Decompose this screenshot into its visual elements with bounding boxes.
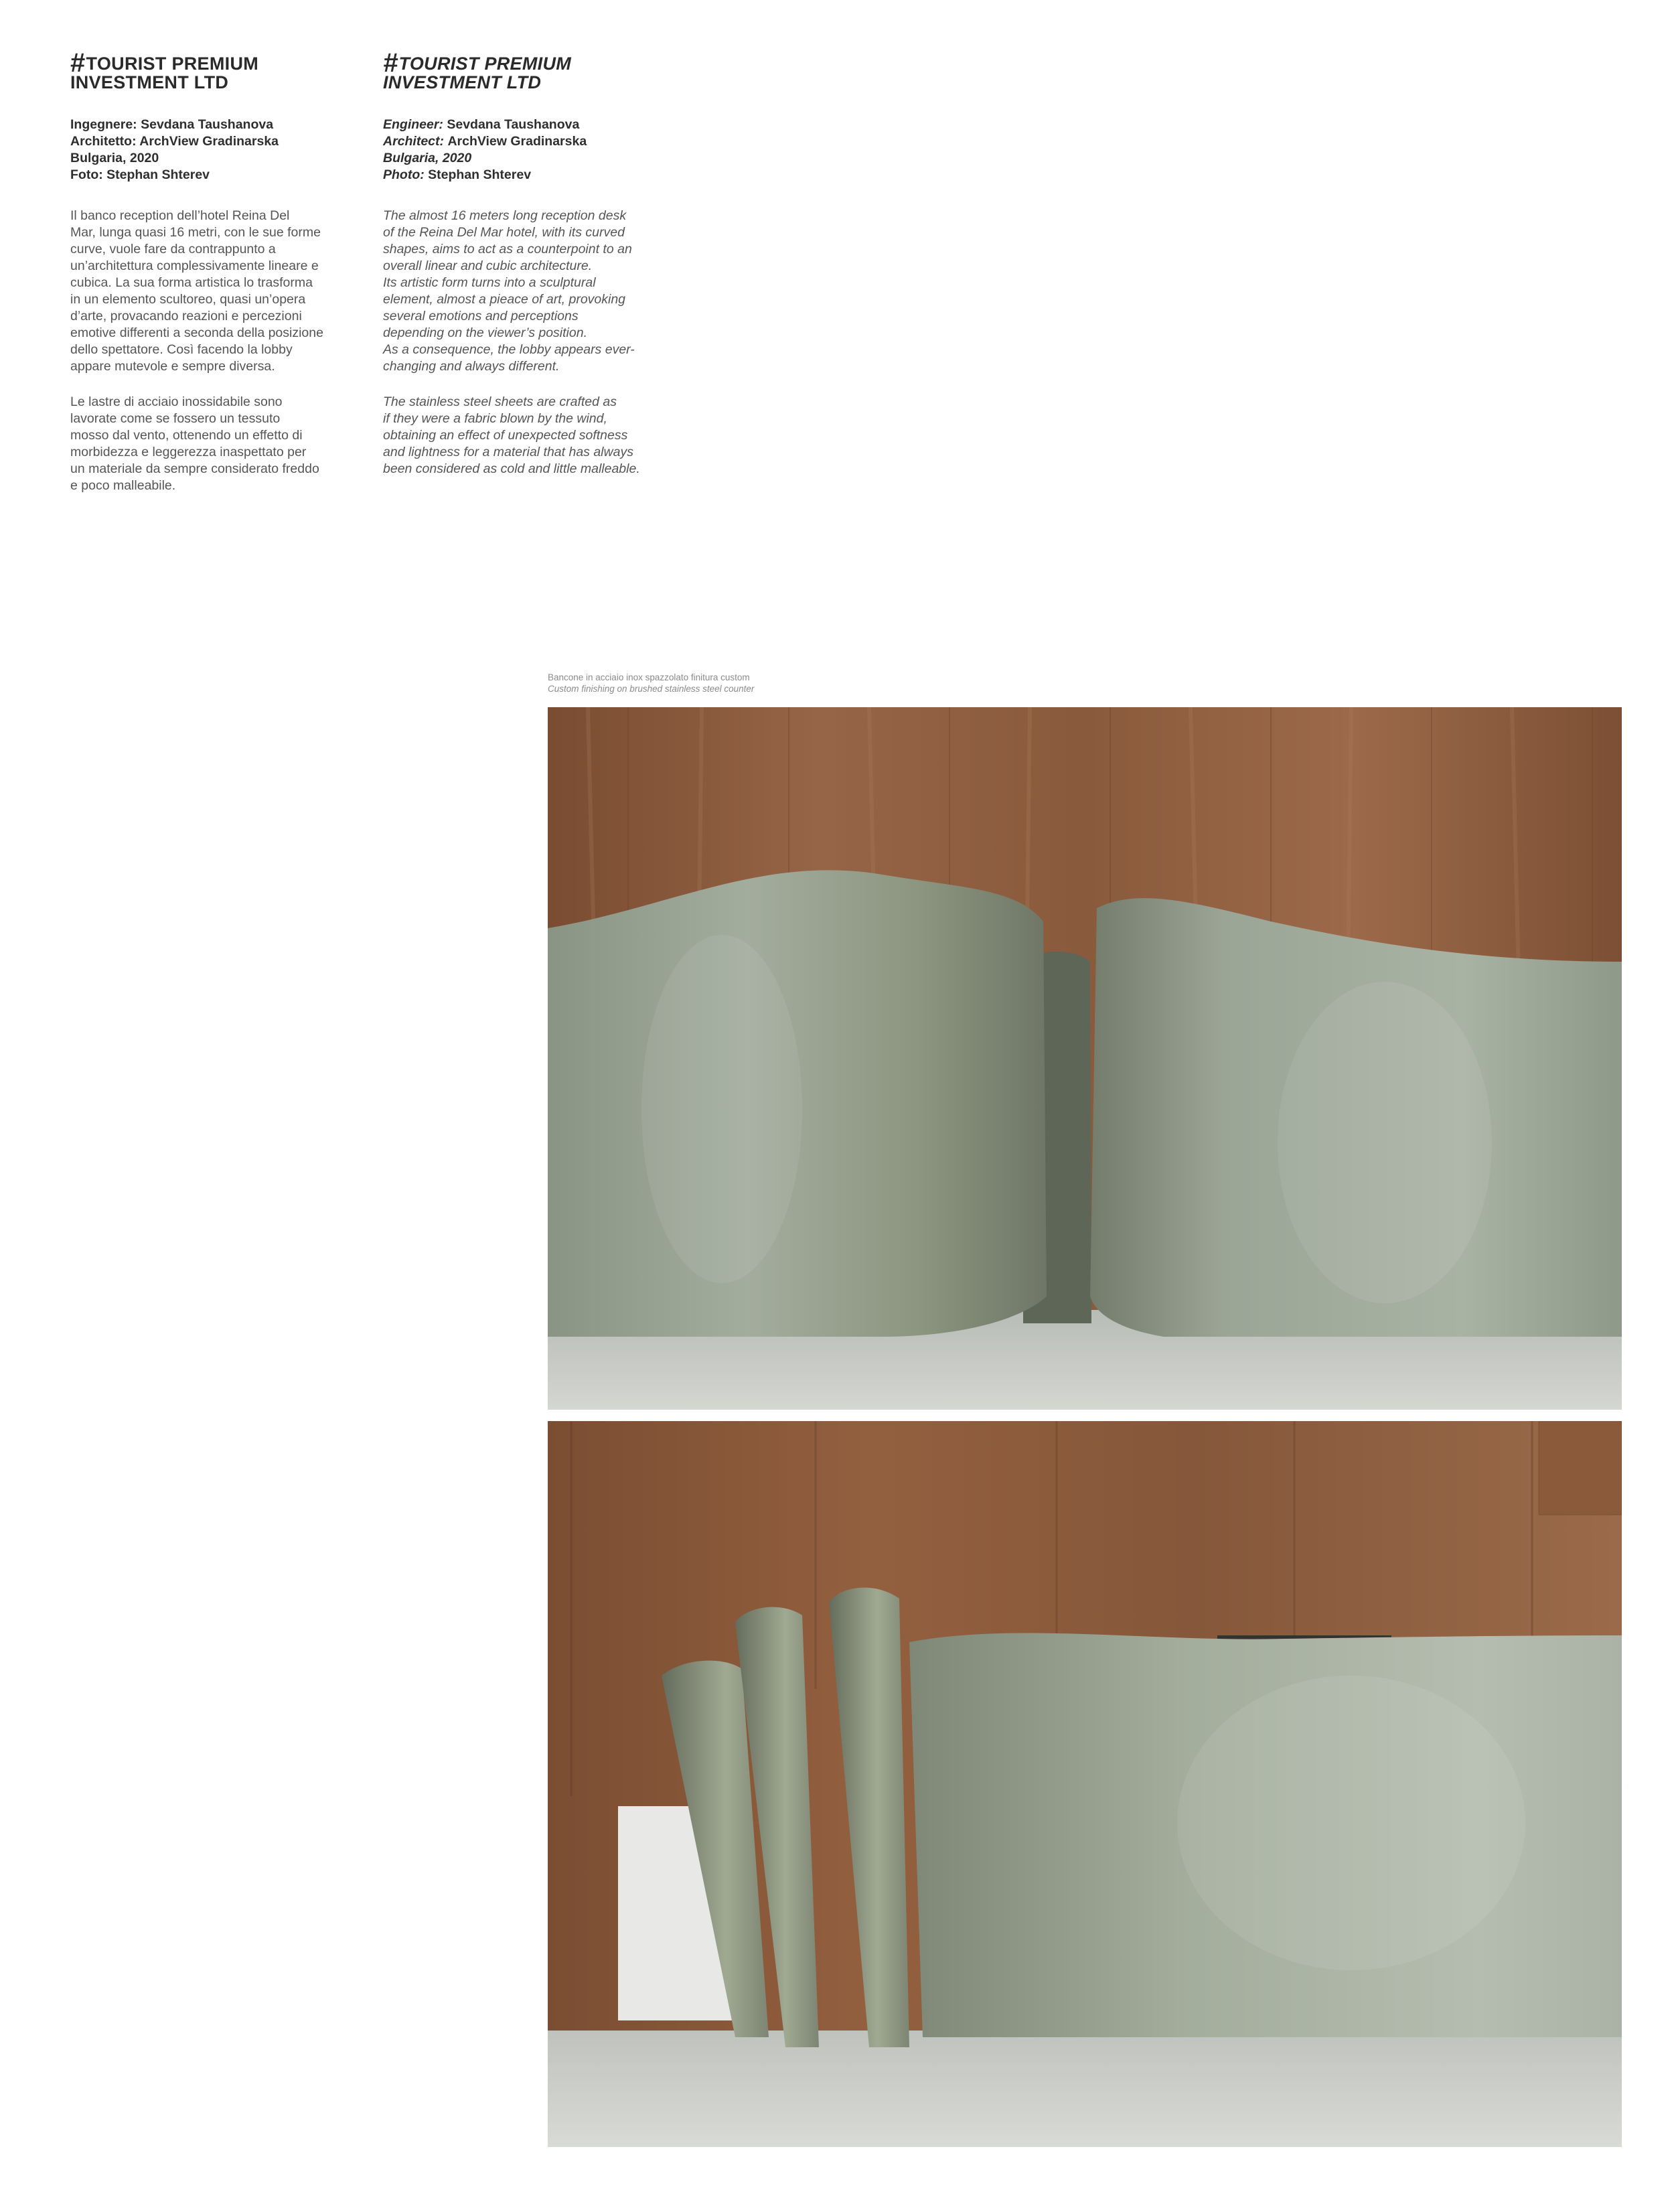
title-line-1: TOURIST PREMIUM: [86, 54, 259, 74]
architect-label: Architect:: [383, 134, 448, 149]
project-title-it: [70, 48, 372, 92]
reception-desk-photo-front: [548, 707, 1622, 1410]
photo-caption: [548, 672, 754, 694]
architect-credit: [383, 133, 684, 150]
location-credit: Bulgaria, 2020: [70, 151, 159, 165]
caption-italian: Bancone in acciaio inox spazzolato finitura custom: [548, 672, 750, 682]
title-line-1: TOURIST PREMIUM: [398, 54, 572, 74]
reception-desk-front-image: [548, 707, 1622, 1410]
paragraph-2: Le lastre di acciaio inossidabile sono lavorate come se fossero un tessuto mosso dal vento, ottenendo un effetto di morbidezza e leggerezza inaspettato per un materiale da sempre considerato freddo e poco malleabile.: [70, 394, 319, 493]
paragraph-1: The almost 16 meters long reception desk of the Reina Del Mar hotel, with its curved shapes, aims to act as a counterpoint to an overall linear and cubic architecture. Its artistic form turns into a sculptural element, almost a pieace of art, provoking several emotions and perceptions depending on the viewer’s position. As a consequence, the lobby appears ever- changing and always different.: [383, 208, 635, 374]
credits-it: [70, 117, 372, 183]
engineer-value: Sevdana Taushanova: [447, 117, 580, 132]
italian-column: [70, 48, 372, 513]
photo-credit: Foto: Stephan Shterev: [70, 167, 210, 182]
english-column: [383, 48, 684, 496]
reception-desk-photo-side: [548, 1421, 1622, 2147]
engineer-label: Engineer:: [383, 117, 447, 132]
photo-label: Photo:: [383, 167, 429, 182]
paragraph-1: Il banco reception dell’hotel Reina Del Mar, lunga quasi 16 metri, con le sue forme curve, vuole fare da contrappunto a un’architettura complessivamente lineare e cubica. La sua forma artistica lo trasforma in un elemento scultoreo, quasi un’opera d’arte, provacando reazioni e percezioni emotive differenti a seconda della posizione dello spettatore. Così facendo la lobby appare mutevole e sempre diversa.: [70, 208, 323, 374]
location-credit: Bulgaria, 2020: [383, 151, 472, 165]
body-text-it: [70, 208, 372, 494]
architect-value: ArchView Gradinarska: [447, 134, 587, 149]
photo-value: Stephan Shterev: [428, 167, 532, 182]
project-title-en: [383, 48, 684, 92]
body-text-en: [383, 208, 684, 477]
hash-symbol: #: [383, 48, 398, 78]
title-line-2: INVESTMENT LTD: [70, 72, 229, 92]
architect-credit: Architetto: ArchView Gradinarska: [70, 134, 279, 149]
caption-english: Custom finishing on brushed stainless steel counter: [548, 684, 755, 694]
title-line-2: INVESTMENT LTD: [383, 72, 542, 92]
engineer-credit: [383, 117, 684, 133]
paragraph-2: The stainless steel sheets are crafted as if they were a fabric blown by the wind, obtaining an effect of unexpected softness and lightness for a material that has always been considered as cold and little malleable.: [383, 394, 640, 476]
photo-credit: [383, 167, 684, 183]
engineer-credit: Ingegnere: Sevdana Taushanova: [70, 117, 274, 132]
hash-symbol: #: [70, 48, 86, 78]
credits-en: [383, 117, 684, 183]
reception-desk-side-image: [548, 1421, 1622, 2147]
